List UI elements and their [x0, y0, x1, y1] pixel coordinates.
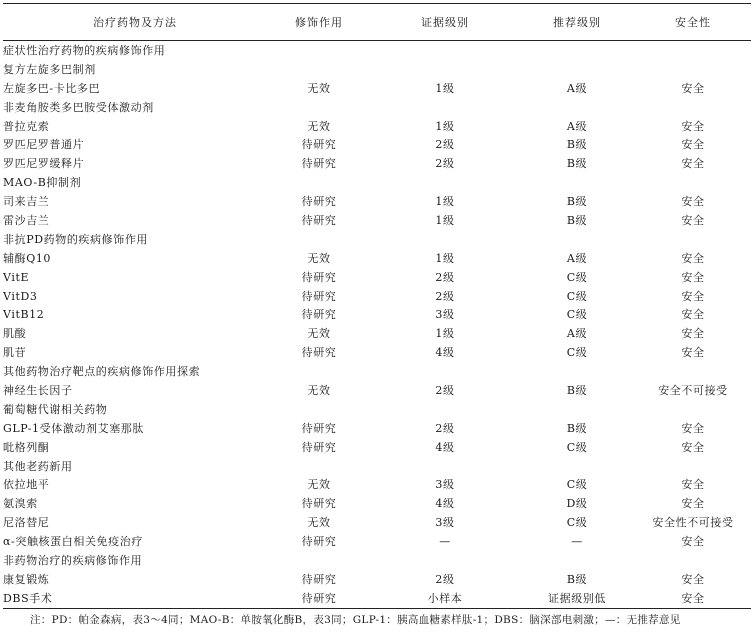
- table-row: [3, 117, 751, 136]
- cell-treatment: 吡格列酮: [3, 440, 50, 454]
- table-row: [3, 494, 751, 513]
- cell-recommendation: A级: [566, 81, 588, 95]
- cell-safety: [635, 41, 751, 60]
- treatment-table: [3, 3, 751, 609]
- table-row: [3, 211, 751, 230]
- cell-recommendation: B级: [566, 383, 588, 397]
- header-effect: 修饰作用: [267, 4, 371, 41]
- cell-recommendation: [519, 362, 635, 381]
- cell-recommendation: C级: [566, 289, 588, 303]
- cell-treatment: 依拉地平: [3, 478, 50, 492]
- cell-treatment: 氨溴索: [3, 497, 38, 511]
- table-row: [3, 268, 751, 287]
- cell-treatment: 肌苷: [3, 346, 27, 360]
- cell-recommendation: 证据级别低: [519, 589, 635, 608]
- cell-evidence: [371, 400, 519, 419]
- cell-recommendation: [519, 457, 635, 476]
- section-row: [3, 551, 751, 570]
- table-header: [3, 4, 751, 41]
- cell-recommendation: A级: [566, 119, 588, 133]
- cell-evidence: [371, 230, 519, 249]
- cell-treatment: 普拉克索: [3, 119, 50, 133]
- cell-treatment: α-突触核蛋白相关免疫治疗: [3, 535, 143, 549]
- cell-recommendation: C级: [566, 346, 588, 360]
- cell-effect: 待研究: [301, 195, 337, 209]
- header-evidence: 证据级别: [371, 4, 519, 41]
- table-body: [3, 41, 751, 609]
- cell-effect: 待研究: [301, 440, 337, 454]
- cell-treatment: 非抗PD药物的疾病修饰作用: [3, 232, 149, 246]
- cell-safety: 安全: [681, 289, 705, 303]
- table-row: [3, 513, 751, 532]
- cell-effect: 无效: [307, 516, 331, 530]
- cell-safety: 安全: [681, 308, 705, 322]
- cell-recommendation: B级: [566, 421, 588, 435]
- cell-effect: 无效: [307, 81, 331, 95]
- cell-evidence: 4级: [435, 440, 455, 454]
- cell-safety: 安全: [681, 421, 705, 435]
- cell-effect: 待研究: [301, 157, 337, 171]
- cell-safety: 安全: [681, 327, 705, 341]
- table-row: [3, 419, 751, 438]
- cell-treatment: 司来吉兰: [3, 195, 50, 209]
- cell-effect: 待研究: [301, 497, 337, 511]
- cell-safety: 安全: [681, 497, 705, 511]
- cell-safety: [635, 173, 751, 192]
- cell-evidence: 1级: [435, 195, 455, 209]
- table-row: [3, 532, 751, 551]
- cell-evidence: 2级: [435, 383, 455, 397]
- cell-evidence: [371, 41, 519, 60]
- cell-effect: 待研究: [301, 421, 337, 435]
- cell-effect: 待研究: [267, 589, 371, 608]
- table-row: [3, 343, 751, 362]
- cell-recommendation: B级: [566, 572, 588, 586]
- cell-effect: [267, 362, 371, 381]
- cell-recommendation: [519, 230, 635, 249]
- cell-evidence: 4级: [435, 346, 455, 360]
- cell-evidence: 2级: [435, 572, 455, 586]
- cell-recommendation: B级: [566, 213, 588, 227]
- cell-recommendation: A级: [566, 327, 588, 341]
- cell-recommendation: A级: [566, 251, 588, 265]
- cell-effect: 待研究: [301, 289, 337, 303]
- table-row: [3, 192, 751, 211]
- cell-evidence: 3级: [435, 478, 455, 492]
- cell-safety: 安全性不可接受: [652, 516, 734, 530]
- cell-treatment: 罗匹尼罗普通片: [3, 138, 85, 152]
- cell-evidence: 3级: [435, 308, 455, 322]
- group-row: [3, 173, 751, 192]
- cell-evidence: 1级: [435, 119, 455, 133]
- cell-effect: 待研究: [301, 308, 337, 322]
- cell-treatment: 辅酶Q10: [3, 251, 52, 265]
- cell-effect: 待研究: [301, 572, 337, 586]
- cell-effect: [267, 457, 371, 476]
- cell-evidence: 2级: [435, 289, 455, 303]
- table-row: [3, 79, 751, 98]
- cell-safety: [635, 362, 751, 381]
- cell-safety: [635, 457, 751, 476]
- cell-treatment: MAO-B抑制剂: [3, 176, 82, 190]
- cell-recommendation: [519, 60, 635, 79]
- cell-treatment: VitE: [3, 270, 30, 284]
- table-row: [3, 135, 751, 154]
- cell-evidence: 2级: [435, 270, 455, 284]
- cell-safety: 安全: [681, 157, 705, 171]
- table-row: [3, 249, 751, 268]
- cell-recommendation: [519, 41, 635, 60]
- cell-recommendation: C级: [566, 440, 588, 454]
- cell-treatment: VitD3: [3, 289, 38, 303]
- cell-safety: 安全: [681, 440, 705, 454]
- cell-safety: 安全不可接受: [658, 383, 728, 397]
- cell-evidence: 1级: [435, 327, 455, 341]
- table-row: [3, 324, 751, 343]
- cell-effect: [267, 60, 371, 79]
- cell-safety: 安全: [681, 346, 705, 360]
- table-row: [3, 589, 751, 608]
- cell-effect: [267, 551, 371, 570]
- cell-effect: [267, 98, 371, 117]
- header-recommendation: 推荐级别: [519, 4, 635, 41]
- cell-recommendation: B级: [566, 157, 588, 171]
- cell-safety: 安全: [681, 213, 705, 227]
- cell-treatment: 雷沙吉兰: [3, 213, 50, 227]
- cell-recommendation: C级: [566, 308, 588, 322]
- table-row: [3, 154, 751, 173]
- cell-evidence: [371, 551, 519, 570]
- cell-recommendation: D级: [566, 497, 588, 511]
- cell-effect: 无效: [307, 327, 331, 341]
- group-row: [3, 400, 751, 419]
- cell-evidence: [371, 98, 519, 117]
- section-row: [3, 230, 751, 249]
- cell-recommendation: [519, 551, 635, 570]
- cell-treatment: 尼洛替尼: [3, 516, 50, 530]
- cell-effect: [267, 41, 371, 60]
- cell-safety: 安全: [681, 81, 705, 95]
- table-row: [3, 475, 751, 494]
- cell-safety: 安全: [681, 138, 705, 152]
- table-row: [3, 570, 751, 589]
- cell-evidence: 小样本: [371, 589, 519, 608]
- cell-safety: 安全: [681, 535, 705, 549]
- cell-safety: 安全: [681, 270, 705, 284]
- cell-treatment: 症状性治疗药物的疾病修饰作用: [3, 43, 166, 57]
- cell-evidence: 4级: [435, 497, 455, 511]
- cell-treatment: GLP-1受体激动剂艾塞那肽: [3, 421, 145, 435]
- cell-effect: 无效: [307, 119, 331, 133]
- cell-evidence: [371, 362, 519, 381]
- cell-recommendation: B级: [566, 195, 588, 209]
- cell-evidence: 2级: [435, 157, 455, 171]
- group-row: [3, 60, 751, 79]
- table-row: [3, 305, 751, 324]
- cell-safety: 安全: [681, 572, 705, 586]
- cell-safety: 安全: [635, 589, 751, 608]
- cell-treatment: 非麦角胺类多巴胺受体激动剂: [3, 100, 154, 114]
- cell-safety: [635, 400, 751, 419]
- cell-recommendation: [519, 173, 635, 192]
- cell-effect: [267, 173, 371, 192]
- cell-effect: [267, 400, 371, 419]
- section-row: [3, 41, 751, 60]
- cell-evidence: 1级: [435, 81, 455, 95]
- cell-safety: 安全: [681, 251, 705, 265]
- cell-recommendation: [519, 400, 635, 419]
- cell-treatment: 葡萄糖代谢相关药物: [3, 402, 108, 416]
- cell-evidence: [371, 60, 519, 79]
- cell-treatment: 复方左旋多巴制剂: [3, 62, 96, 76]
- table-row: [3, 287, 751, 306]
- cell-evidence: 3级: [435, 516, 455, 530]
- cell-safety: 安全: [681, 119, 705, 133]
- table-row: [3, 381, 751, 400]
- cell-recommendation: —: [571, 535, 583, 549]
- section-row: [3, 362, 751, 381]
- cell-recommendation: [519, 98, 635, 117]
- cell-effect: 无效: [307, 383, 331, 397]
- cell-evidence: 2级: [435, 421, 455, 435]
- cell-treatment: 非药物治疗的疾病修饰作用: [3, 553, 143, 567]
- cell-evidence: —: [439, 535, 451, 549]
- cell-evidence: 2级: [435, 138, 455, 152]
- cell-effect: [267, 230, 371, 249]
- group-row: [3, 457, 751, 476]
- cell-recommendation: C级: [566, 516, 588, 530]
- cell-treatment: 康复锻炼: [3, 572, 50, 586]
- cell-evidence: [371, 457, 519, 476]
- table-footnote: 注：PD：帕金森病，表3～4同；MAO-B：单胺氧化酶B，表3同；GLP-1：胰高血糖素样肽-1；DBS：脑深部电刺激；—：无推荐意见: [30, 614, 681, 626]
- cell-safety: [635, 230, 751, 249]
- group-row: [3, 98, 751, 117]
- cell-treatment: 其他药物治疗靶点的疾病修饰作用探索: [3, 365, 201, 379]
- cell-effect: 无效: [307, 251, 331, 265]
- header-safety: 安全性: [635, 4, 751, 41]
- cell-safety: [635, 60, 751, 79]
- cell-safety: [635, 98, 751, 117]
- cell-treatment: 其他老药新用: [3, 459, 73, 473]
- header-row: [3, 4, 751, 41]
- table-row: [3, 438, 751, 457]
- cell-effect: 待研究: [301, 213, 337, 227]
- cell-evidence: 1级: [435, 213, 455, 227]
- cell-treatment: DBS手术: [3, 589, 267, 608]
- cell-treatment: 罗匹尼罗缓释片: [3, 157, 85, 171]
- cell-recommendation: B级: [566, 138, 588, 152]
- cell-safety: [635, 551, 751, 570]
- header-treatment: 治疗药物及方法: [3, 4, 267, 41]
- cell-effect: 待研究: [301, 535, 337, 549]
- cell-recommendation: C级: [566, 270, 588, 284]
- cell-treatment: 神经生长因子: [3, 383, 73, 397]
- cell-effect: 待研究: [301, 346, 337, 360]
- cell-effect: 无效: [307, 478, 331, 492]
- cell-treatment: VitB12: [3, 308, 45, 322]
- cell-treatment: 左旋多巴-卡比多巴: [3, 81, 101, 95]
- cell-recommendation: C级: [566, 478, 588, 492]
- cell-effect: 待研究: [301, 138, 337, 152]
- cell-evidence: [371, 173, 519, 192]
- cell-safety: 安全: [681, 478, 705, 492]
- cell-evidence: 1级: [435, 251, 455, 265]
- cell-treatment: 肌酸: [3, 327, 27, 341]
- cell-safety: 安全: [681, 195, 705, 209]
- cell-effect: 待研究: [301, 270, 337, 284]
